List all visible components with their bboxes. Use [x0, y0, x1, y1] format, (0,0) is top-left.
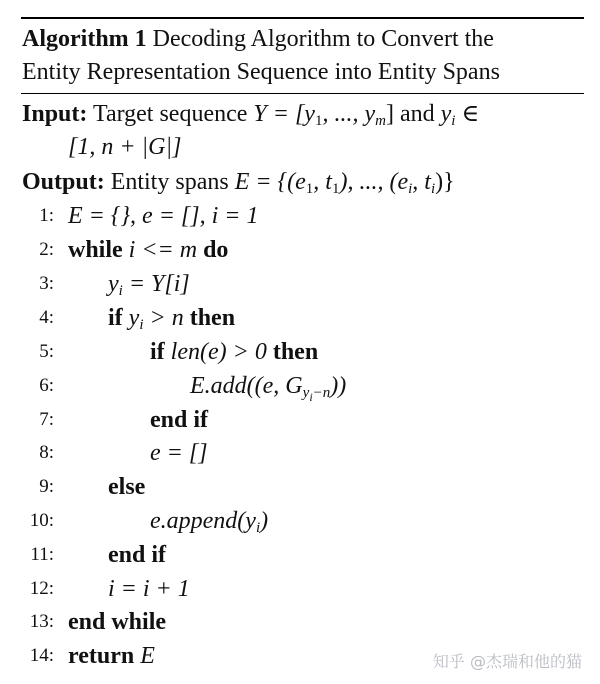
input-math-5: ∈	[455, 101, 480, 127]
line-content: E.add((e, G	[190, 373, 303, 399]
line-number: 8:	[39, 442, 54, 463]
line-number: 1:	[39, 205, 54, 226]
keyword-end-while: end while	[68, 609, 167, 635]
line-number: 4:	[39, 307, 54, 328]
keyword-else: else	[108, 474, 146, 500]
line-number: 9:	[39, 476, 54, 497]
keyword-return: return	[68, 643, 135, 669]
output-line: Output: Entity spans $E = \{(e_1$, $t_1$), ..., ($e_i$, $t_i$)}	[22, 169, 455, 197]
top-rule	[21, 17, 584, 19]
output-math-3: ), ..., (e	[339, 169, 409, 195]
input-line-2	[68, 133, 181, 161]
line-number: 6:	[39, 375, 54, 396]
input-math-3: ]	[385, 101, 394, 127]
line-number: 12:	[29, 578, 54, 599]
input-text: Target sequence	[92, 101, 254, 127]
algorithm-title-2: Entity Representation Sequence into Entity Spans	[22, 59, 500, 85]
line-number: 10:	[29, 510, 54, 531]
line-number: 11:	[30, 544, 54, 565]
algorithm-title-1: Decoding Algorithm to Convert the	[152, 26, 494, 52]
line-number: 5:	[39, 341, 54, 362]
keyword-while: while	[68, 237, 123, 263]
line-content: i = i + 1	[108, 576, 190, 602]
line-number: 2:	[39, 239, 54, 260]
input-math-2: , ..., y	[322, 101, 376, 127]
input-range: [1, n + |G|]	[68, 134, 182, 160]
line-content: e.append(y	[150, 508, 256, 534]
line-math: len(e) > 0	[170, 339, 267, 365]
output-text: Entity spans	[110, 169, 235, 195]
output-math-2: , t	[313, 169, 332, 195]
line-math: E	[134, 643, 155, 669]
line-number: 7:	[39, 409, 54, 430]
caption-rule	[21, 93, 584, 94]
input-text-2: and	[393, 101, 441, 127]
input-line: Input: Target sequence $Y = [y_1$, ..., $y_m$] and $y_i$ ∈	[22, 101, 480, 129]
output-math-5: )}	[435, 169, 455, 195]
input-math: Y = [y	[253, 101, 315, 127]
input-math-4: y	[440, 101, 452, 127]
line-content: y	[108, 271, 119, 297]
keyword-end-if: end if	[150, 407, 209, 433]
output-math-4: , t	[412, 169, 431, 195]
keyword-end-if: end if	[108, 542, 167, 568]
algorithm-caption-2	[22, 58, 500, 86]
keyword-then: then	[189, 305, 236, 331]
line-number: 3:	[39, 273, 54, 294]
algorithm-label: Algorithm 1	[22, 26, 147, 52]
keyword-do: do	[203, 237, 229, 263]
keyword-if: if	[150, 339, 165, 365]
line-content: e = []	[150, 440, 208, 466]
line-number: 14:	[29, 645, 54, 666]
keyword-then: then	[272, 339, 319, 365]
line-number: 13:	[29, 611, 54, 632]
watermark: 知乎 @杰瑞和他的猫	[432, 652, 582, 671]
line-math: i <= m	[122, 237, 204, 263]
algorithm-caption	[22, 25, 494, 53]
output-math: E = {(e	[234, 169, 306, 195]
output-label: Output:	[22, 169, 105, 195]
input-label: Input:	[22, 101, 88, 127]
line-content: E = {}, e = [], i = 1	[68, 203, 259, 229]
keyword-if: if	[108, 305, 123, 331]
